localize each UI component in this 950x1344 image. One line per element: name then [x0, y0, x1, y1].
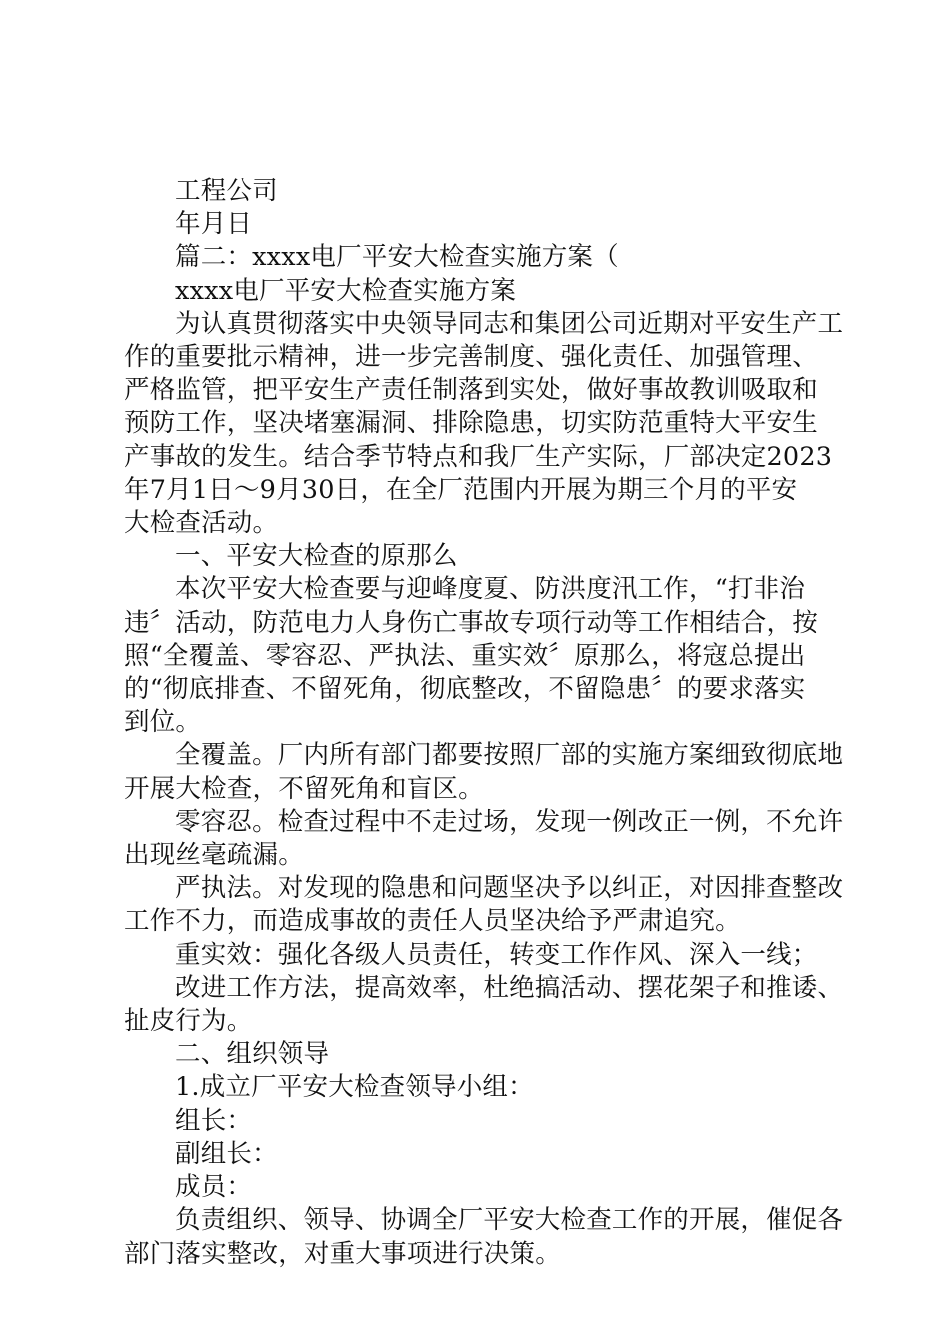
paragraph-line: 出现丝毫疏漏。 — [124, 840, 304, 871]
leader-line: 组长： — [175, 1105, 253, 1136]
paragraph-line: 到位。 — [124, 707, 202, 738]
vice-leader-line: 副组长： — [175, 1138, 278, 1169]
duty-paragraph — [124, 1204, 844, 1270]
paragraph-line: 本次平安大检查要与迎峰度夏、防洪度汛工作，“打非治 — [175, 574, 806, 605]
document-page — [124, 175, 844, 1271]
company-line: 工程公司 — [175, 176, 278, 206]
paragraph-line: 产事故的发生。结合季节特点和我厂生产实际，厂部决定2023 — [124, 441, 833, 472]
paragraph-line: 的“彻底排查、不留死角，彻底整改，不留隐患〞的要求落实 — [124, 674, 806, 705]
coverage-paragraph — [124, 739, 844, 805]
section-1-heading: 一、平安大检查的原那么 — [175, 541, 458, 572]
strict-paragraph — [124, 872, 844, 938]
paragraph-line: 严格监管，把平安生产责任制落到实处，做好事故教训吸取和 — [124, 375, 818, 406]
section-1-paragraph — [124, 573, 834, 739]
chapter-title: 篇二：xxxx电厂平安大检查实施方案（ — [175, 242, 619, 273]
paragraph-line: 严执法。对发现的隐患和问题坚决予以纠正，对因排查整改 — [175, 873, 844, 904]
paragraph-line: 违〞活动，防范电力人身伤亡事故专项行动等工作相结合，按 — [124, 607, 818, 638]
members-line: 成员： — [175, 1172, 253, 1203]
zero-tolerance-paragraph — [124, 806, 844, 872]
paragraph-line: 开展大检查，不留死角和盲区。 — [124, 773, 484, 804]
paragraph-line: 工作不力，而造成事故的责任人员坚决给予严肃追究。 — [124, 906, 741, 937]
paragraph-line: 改进工作方法，提高效率，杜绝搞活动、摆花架子和推诿、 — [175, 972, 844, 1003]
section-2-heading: 二、组织领导 — [175, 1039, 330, 1070]
plan-title: xxxx电厂平安大检查实施方案 — [175, 275, 517, 306]
paragraph-line: 年7月1日～9月30日，在全厂范围内开展为期三个月的平安 — [124, 474, 798, 505]
effect-line: 重实效：强化各级人员责任，转变工作作风、深入一线； — [175, 939, 818, 970]
paragraph-line: 部门落实整改，对重大事项进行决策。 — [124, 1238, 561, 1269]
date-line: 年月日 — [175, 209, 253, 240]
paragraph-line: 作的重要批示精神，进一步完善制度、强化责任、加强管理、 — [124, 342, 818, 373]
item-1-line: 1.成立厂平安大检查领导小组： — [175, 1072, 534, 1103]
improve-paragraph — [124, 972, 844, 1038]
paragraph-line: 扯皮行为。 — [124, 1006, 253, 1037]
paragraph-line: 全覆盖。厂内所有部门都要按照厂部的实施方案细致彻底地 — [175, 740, 844, 771]
intro-paragraph — [124, 308, 844, 540]
paragraph-line: 预防工作，坚决堵塞漏洞、排除隐患，切实防范重特大平安生 — [124, 408, 818, 439]
paragraph-line: 大检查活动。 — [124, 508, 279, 539]
paragraph-line: 为认真贯彻落实中央领导同志和集团公司近期对平安生产工 — [175, 308, 844, 339]
paragraph-line: 负责组织、领导、协调全厂平安大检查工作的开展，催促各 — [175, 1205, 844, 1236]
paragraph-line: 照“全覆盖、零容忍、严执法、重实效〞原那么，将寇总提出 — [124, 640, 806, 671]
paragraph-line: 零容忍。检查过程中不走过场，发现一例改正一例，不允许 — [175, 806, 844, 837]
